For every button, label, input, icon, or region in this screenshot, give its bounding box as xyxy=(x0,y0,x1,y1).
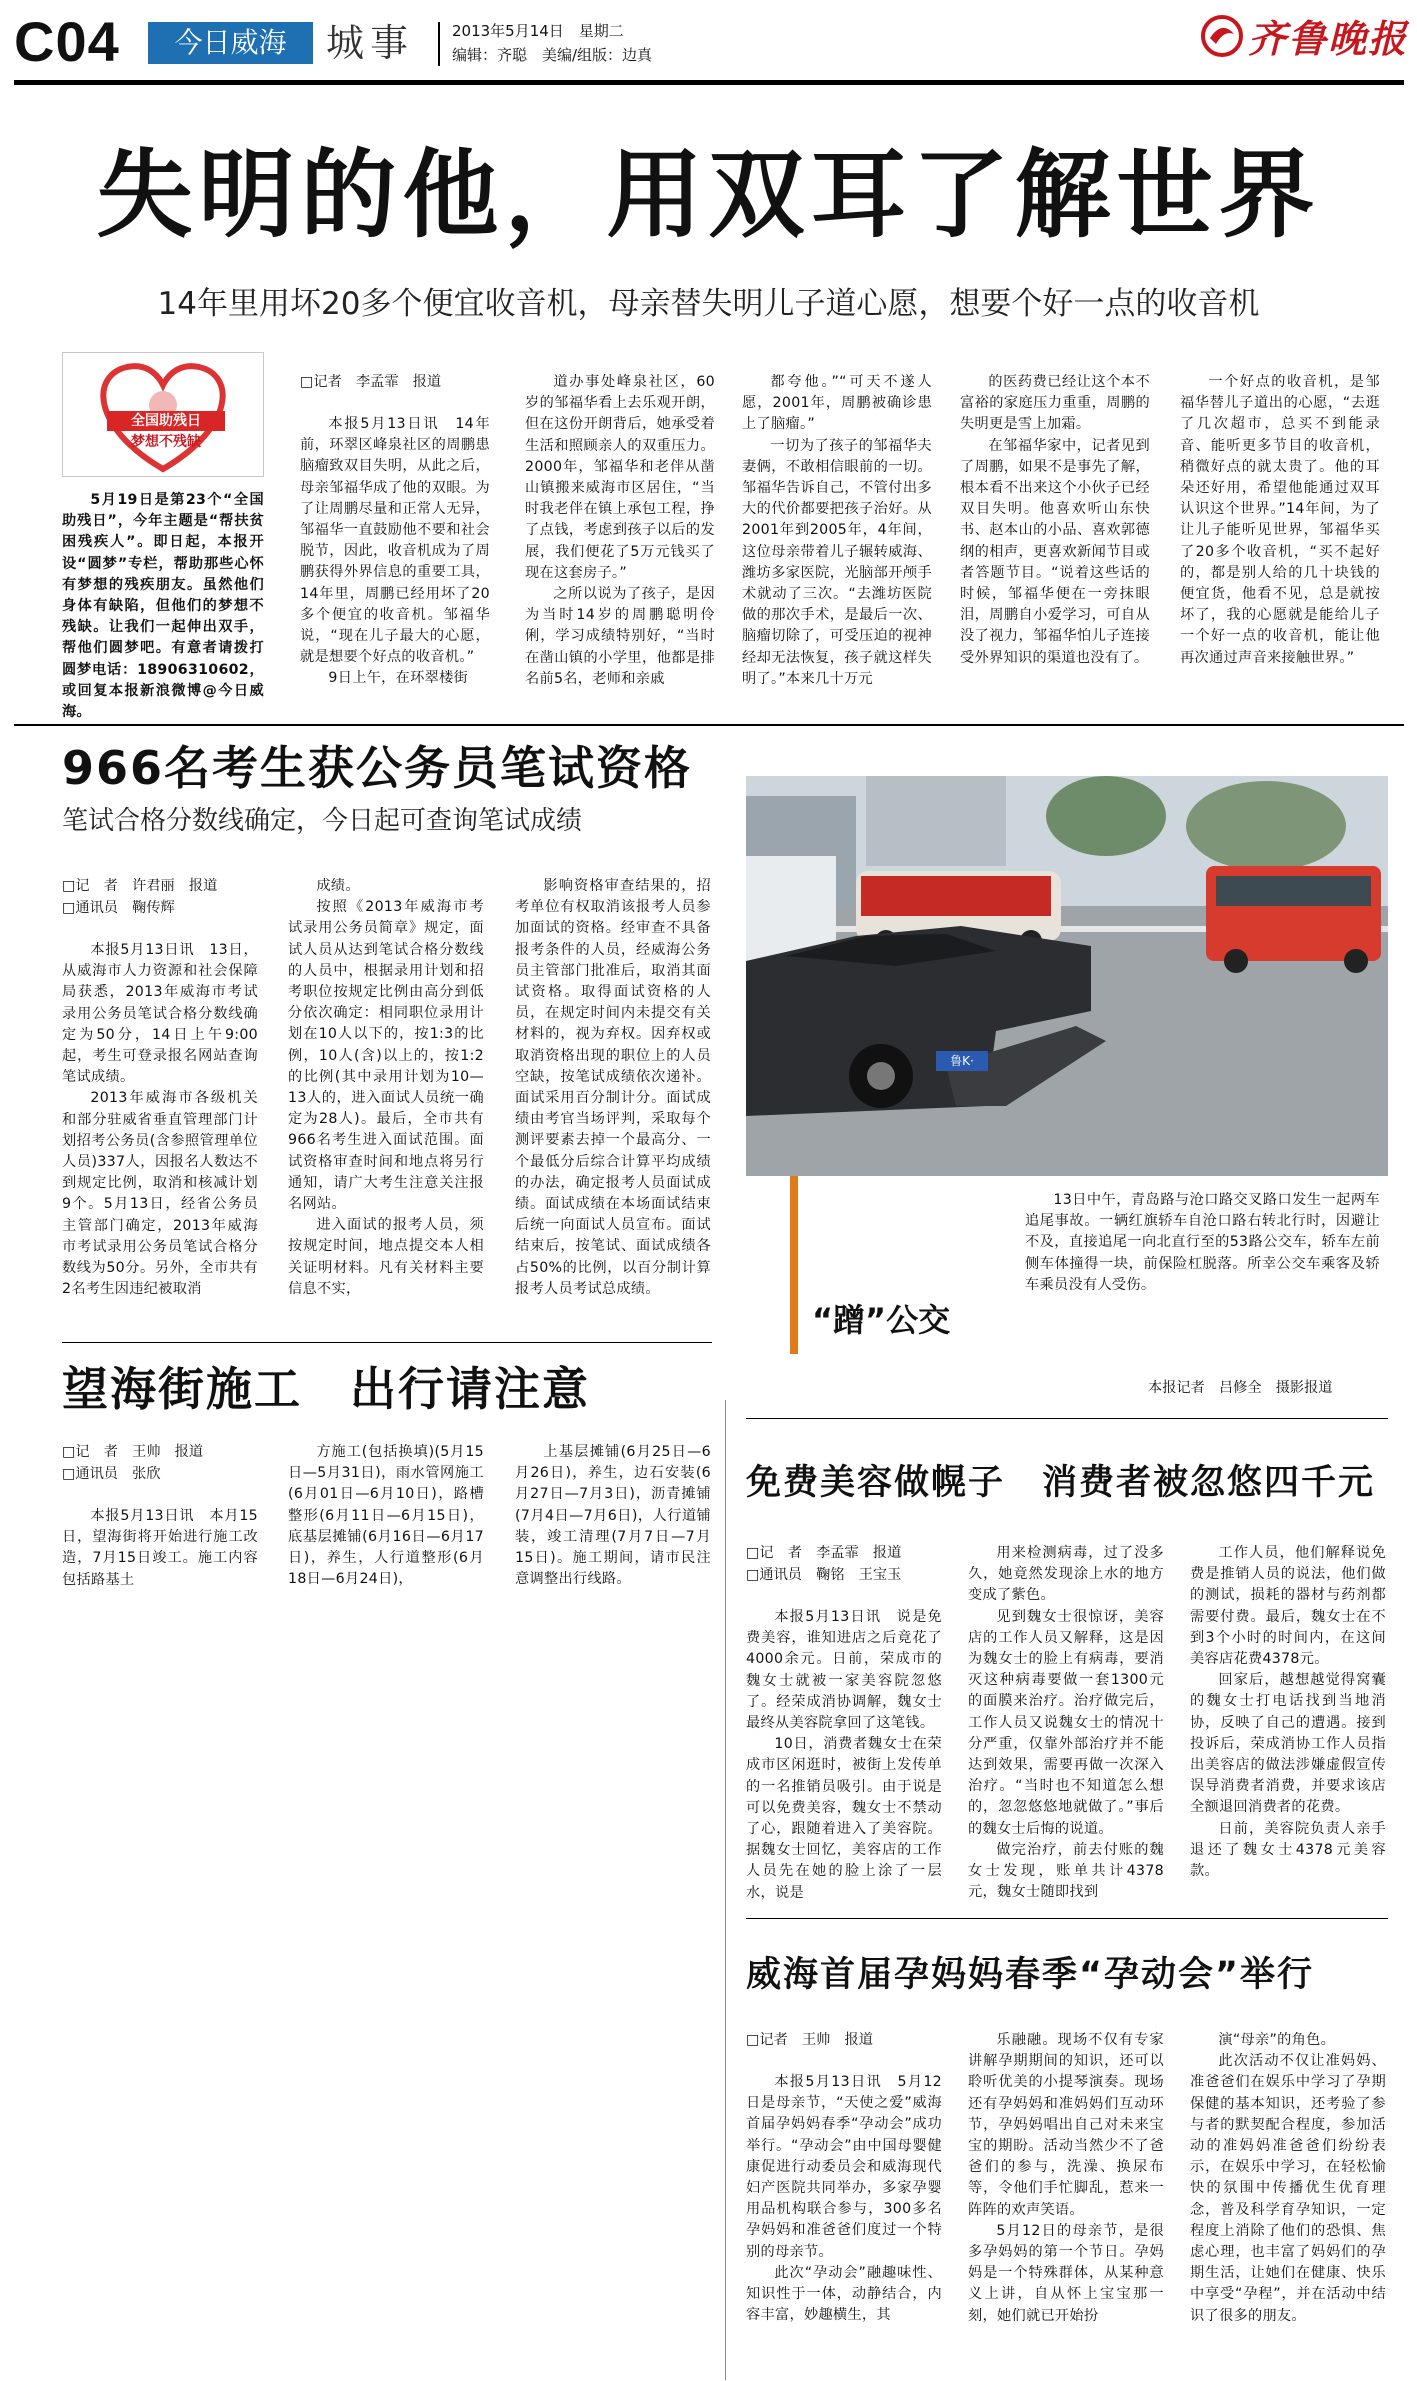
paragraph: 本报5月13日讯 14年前，环翠区峰泉社区的周鹏患脑瘤致双目失明，从此之后，母亲邹福华成了他的双眼。为了让周鹏尽量和正常人无异，邹福华一直鼓励他不要和社会脱节，因此，收音机成为了周鹏获得外界信息的重要工具，14年里，周鹏已经用坏了20多个便宜的收音机。邹福华说，“现在儿子最大的心愿，就是想要个好点的收音机。” xyxy=(300,416,490,666)
paragraph: 用来检测病毒，过了没多久，她竟然发现涂上水的地方变成了紫色。 xyxy=(968,1545,1164,1604)
paragraph: 回家后，越想越觉得窝囊的魏女士打电话找到当地消协，反映了自己的遭遇。接到投诉后，荣成消协工作人员指出美容店的做法涉嫌虚假宣传误导消费者消费，并要求该店全额退回消费者的花费。 xyxy=(1190,1672,1386,1816)
paragraph: 本报5月13日讯 说是免费美容，谁知进店之后竟花了4000余元。日前，荣成市的魏女士就被一家美容院忽悠了。经荣成消协调解，魏女士最终从美容院拿回了这笔钱。 xyxy=(746,1609,942,1732)
campaign-logo-title: 全国助残日 xyxy=(107,411,225,431)
lead-col-3 xyxy=(525,372,715,717)
photo-caption: 13日中午，青岛路与沧口路交叉路口发生一起两车追尾事故。一辆红旗轿车自沧口路右转北行时，因避让不及，直接追尾一向北直行至的53路公交车，轿车左前侧车体撞得一块，前保险杠脱落。所幸公交车乘客及轿车乘员没有人受伤。 xyxy=(1025,1192,1380,1293)
issue-date: 2013年5月14日 星期二 xyxy=(452,22,624,40)
page-number: C04 xyxy=(14,10,120,73)
beauty-bottom-rule xyxy=(746,1918,1388,1919)
photo-accent-bar xyxy=(790,1176,798,1354)
exam-headline: 966名考生获公务员笔试资格 xyxy=(62,741,693,795)
mom-col-3 xyxy=(1190,2030,1386,2372)
paragraph: 一个好点的收音机，是邹福华替儿子道出的心愿，“去逛了几次超市，总买不到能录音、能听更多节目的收音机，稍微好点的就太贵了。他的耳朵还好用，希望他能通过双耳认识这个世界。”14年间，为了让儿子能听见世界，邹福华买了20多个收音机，“买不起好的，都是别人给的几十块钱的便宜货，他看不见，总是就按坏了，我的心愿就是能给儿子一个好一点的收音机，能让他再次通过声音来接触世界。” xyxy=(1180,374,1380,666)
beauty-byline-reporter: □记 者 李孟霏 报道 xyxy=(746,1545,902,1561)
lead-subheadline: 14年里用坏20多个便宜收音机，母亲替失明儿子道心愿，想要个好一点的收音机 xyxy=(157,286,1260,322)
paragraph: 道办事处峰泉社区，60岁的邹福华看上去乐观开朗，但在这份开朗背后，她承受着生活和照顾亲人的双重压力。2000年，邹福华和老伴从凿山镇搬来威海市区居住，“当时我老伴在镇上承包工程，挣了点钱，考虑到孩子以后的发展，我们便花了5万元钱买了现在这套房子。” xyxy=(525,374,715,581)
beauty-col-2 xyxy=(968,1543,1164,1907)
photo-tag: “蹭”公交 xyxy=(812,1301,951,1339)
masthead-logo xyxy=(1200,8,1408,63)
paragraph: 本报5月13日讯 13日，从威海市人力资源和社会保障局获悉，2013年威海市考试录用公务员笔试合格分数线确定为50分，14日上午9:00起，考生可登录报名网站查询笔试成绩。 xyxy=(62,942,258,1086)
mom-headline: 威海首届孕妈妈春季“孕动会”举行 xyxy=(746,1955,1315,1995)
beauty-col-3 xyxy=(1190,1543,1386,1907)
category-label: 城事 xyxy=(326,21,415,65)
license-plate-text: 鲁K· xyxy=(950,1054,974,1068)
mom-col-1 xyxy=(746,2072,942,2372)
paragraph: 本报5月13日讯 5月12日是母亲节，“天使之爱”威海首届孕妈妈春季“孕动会”成功举行。“孕动会”由中国母婴健康促进行动委员会和威海现代妇产医院共同举办，多家孕婴用品机构联合参与，300多名孕妈妈和准爸爸们度过一个特别的母亲节。 xyxy=(746,2074,942,2260)
beauty-byline-correspondent: □通讯员 鞠铭 王宝玉 xyxy=(746,1567,902,1583)
lead-col-4 xyxy=(742,372,932,717)
header-divider xyxy=(438,22,440,66)
section-badge: 今日威海 xyxy=(148,22,313,64)
paragraph: 10日，消费者魏女士在荣成市区闲逛时，被街上发传单的一名推销员吸引。由于说是可以免费美容，魏女士不禁动了心，跟随着进入了美容院。据魏女士回忆，美容店的工作人员先在她的脸上涂了一层水，说是 xyxy=(746,1736,942,1901)
news-photo xyxy=(746,776,1388,1176)
paragraph: 一切为了孩子的邹福华夫妻俩，不敢相信眼前的一切。邹福华告诉自己，不管付出多大的代价都要把孩子治好。从2001年到2005年，4年间，这位母亲带着儿子辗转威海、潍坊多家医院，光脑部开颅手术就动了三次。“去潍坊医院做的那次手术，是最后一次、脑瘤切除了，可受压迫的视神经却无法恢复，孩子就这样失明了。”本来几十万元 xyxy=(742,437,932,687)
paragraph: 做完治疗，前去付账的魏女士发现，账单共计4378元，魏女士随即找到 xyxy=(968,1841,1164,1901)
road-col-2 xyxy=(288,1442,484,1588)
paragraph: 演“母亲”的角色。 xyxy=(1218,2032,1336,2048)
paragraph: 成绩。 xyxy=(316,878,360,894)
photo-bottom-rule xyxy=(746,1418,1388,1419)
paragraph: 的医药费已经让这个本不富裕的家庭压力重重，周鹏的失明更是雪上加霜。 xyxy=(960,374,1150,433)
exam-bottom-rule xyxy=(62,1342,712,1343)
beauty-col-1 xyxy=(746,1607,942,1907)
lead-col-2 xyxy=(300,414,490,717)
column-separator xyxy=(725,1400,726,2380)
road-byline-reporter: □记 者 王帅 报道 xyxy=(62,1444,204,1460)
paragraph: 影响资格审查结果的，招考单位有权取消该报考人员参加面试的资格。经审查不具备报考条件的人员，经威海公务员主管部门批准后，取消其面试资格。取得面试资格的人员，在规定时间内未提交有关材料的，视为弃权。因弃权或取消资格出现的职位上的人员空缺，按笔试成绩依次递补。面试采用百分制计分。面试成绩由考官当场评判，采取每个测评要素去掉一个最高分、一个最低分后综合计算平均成绩的办法，确定报考人员面试成绩。面试成绩在本场面试结束后统一向面试人员宣布。面试结束后，按笔试、面试成绩各占50%的比例，以百分制计算报考人员考试总成绩。 xyxy=(515,878,711,1297)
paragraph: 见到魏女士很惊讶，美容店的工作人员又解释，这是因为魏女士的脸上有病毒，要消灭这种病毒要做一套1300元的面膜来治疗。治疗做完后，工作人员又说魏女士的情况十分严重，仅靠外部治疗并不能达到效果，需要再做一次深入治疗。“当时也不知道怎么想的，忽忽悠悠地就做了。”事后的魏女士后悔的说道。 xyxy=(968,1608,1164,1837)
campaign-logo xyxy=(62,352,264,477)
exam-col-1 xyxy=(62,940,258,1330)
campaign-logo-slogan: 梦想不残缺 xyxy=(131,434,201,450)
road-headline: 望海街施工 出行请注意 xyxy=(62,1362,590,1416)
lead-col-6 xyxy=(1180,372,1380,717)
paragraph: 2013年威海市各级机关和部分驻威省垂直管理部门计划招考公务员(含参照管理单位人员)337人，因报名人数达不到规定比例，取消和核减计划9个。5月13日，经省公务员主管部门确定，2013年威海市考试录用公务员笔试合格分数线为50分。另外，全市共有2名考生因违纪被取消 xyxy=(62,1090,258,1298)
paper-name: 齐鲁晚报 xyxy=(1248,16,1409,61)
beauty-headline: 免费美容做幌子 消费者被忽悠四千元 xyxy=(746,1463,1376,1503)
header-rule xyxy=(14,80,1404,85)
mom-byline: □记者 王帅 报道 xyxy=(746,2032,873,2048)
road-col-3 xyxy=(515,1442,711,1588)
exam-subheadline: 笔试合格分数线确定，今日起可查询笔试成绩 xyxy=(62,806,583,836)
car-accident-photo-icon xyxy=(746,776,1388,1176)
paragraph: 都夸他。”“可天不遂人愿，2001年，周鹏被确诊患上了脑瘤。” xyxy=(742,374,932,433)
paragraph: 之所以说为了孩子，是因为当时14岁的周鹏聪明伶俐，学习成绩特别好，“当时在凿山镇的小学里，他都是排名前5名，老师和亲戚 xyxy=(525,586,715,687)
paragraph: 按照《2013年威海市考试录用公务员简章》规定，面试人员从达到笔试合格分数线的人员中，根据录用计划和招考职位按规定比例由高分到低分依次确定：相同职位录用计划在10人以下的，按1:3的比例，10人(含)以上的，按1:2的比例(其中录用计划为10—13人的，进入面试人员统一确定为28人)。最后，全市共有966名考生进入面试范围。面试资格审查时间和地点将另行通知，请广大考生注意关注报名网站。 xyxy=(288,899,484,1213)
paragraph: 5月12日的母亲节，是很多孕妈妈的第一个节日。孕妈妈是一个特殊群体，从某种意义上讲，自从怀上宝宝那一刻，她们就已开始扮 xyxy=(968,2222,1164,2324)
road-byline-correspondent: □通讯员 张欣 xyxy=(62,1466,161,1482)
exam-byline-reporter: □记 者 许君丽 报道 xyxy=(62,878,218,894)
lead-headline: 失明的他，用双耳了解世界 xyxy=(96,139,1321,251)
issue-editors: 编辑：齐聪 美编/组版：边真 xyxy=(452,46,653,64)
paragraph: 进入面试的报考人员，须按规定时间，地点提交本人相关证明材料。凡有关材料主要信息不实， xyxy=(288,1217,484,1297)
paragraph: 9日上午，在环翠楼街 xyxy=(328,670,469,687)
paragraph: 上基层摊铺(6月25日—6月26日)，养生，边石安装(6月27日—7月3日)，沥青摊铺(7月4日—7月6日)，人行道铺装，竣工清理(7月7日—7月15日)。施工期间，请市民注意调整出行线路。 xyxy=(515,1444,711,1588)
masthead-emblem-icon xyxy=(1200,14,1244,58)
exam-byline-correspondent: □通讯员 鞠传辉 xyxy=(62,900,175,916)
paragraph: 方施工(包括换填)(5月15日—5月31日)，雨水管网施工(6月01日—6月10日)，路槽整形(6月11日—6月15日)，底基层摊铺(6月16日—6月17日)，养生，人行道整形(6月18日—6月24日)， xyxy=(288,1444,484,1588)
mom-col-2 xyxy=(968,2030,1164,2372)
road-col-1 xyxy=(62,1506,258,1588)
exam-col-2 xyxy=(288,876,484,1330)
paragraph: 工作人员，他们解释说免费是推销人员的说法，他们做的测试，损耗的器材与药剂都需要付费。最后，魏女士在不到3个小时的时间内，在这间美容店花费4378元。 xyxy=(1190,1545,1386,1668)
paragraph: 本报5月13日讯 本月15日，望海街将开始进行施工改造，7月15日竣工。施工内容包括路基土 xyxy=(62,1508,258,1588)
paragraph: 此次“孕动会”融趣味性、知识性于一体，动静结合，内容丰富，妙趣横生，其 xyxy=(746,2264,942,2324)
exam-col-3 xyxy=(515,876,711,1330)
paragraph: 乐融融。现场不仅有专家讲解孕期期间的知识，还可以聆听优美的小提琴演奏。现场还有孕妈妈和准妈妈们互动环节，孕妈妈唱出自己对未来宝宝的期盼。活动当然少不了爸爸们的参与，洗澡、换尿布等，令他们手忙脚乱，惹来一阵阵的欢声笑语。 xyxy=(968,2032,1164,2218)
photo-credit: 本报记者 吕修全 摄影报道 xyxy=(1148,1380,1333,1396)
lead-intro: 5月19日是第23个“全国助残日”，今年主题是“帮扶贫困残疾人”。即日起，本报开设“圆梦”专栏，帮助那些心怀有梦想的残疾朋友。虽然他们身体有缺陷，但他们的梦想不残缺。让我们一起伸出双手，帮他们圆梦吧。有意者请拨打圆梦电话：18906310602，或回复本报新浪微博@今日威海。 xyxy=(62,492,264,721)
paragraph: 日前，美容院负责人亲手退还了魏女士4378元美容款。 xyxy=(1190,1820,1386,1880)
lead-col-5 xyxy=(960,372,1150,717)
lead-bottom-rule xyxy=(14,724,1404,726)
paragraph: 此次活动不仅让准妈妈、准爸爸们在娱乐中学习了孕期保健的基本知识，还考验了参与者的默契配合程度，参加活动的准妈妈准爸爸们纷纷表示，在娱乐中学习，在轻松愉快的氛围中传播优生优育理念，普及科学育孕知识，一定程度上消除了他们的恐惧、焦虑心理，也丰富了妈妈们的孕期生活，让她们在健康、快乐中享受“孕程”，并在活动中结识了很多的朋友。 xyxy=(1190,2053,1386,2324)
lead-byline: □记者 李孟霏 报道 xyxy=(300,374,442,390)
paragraph: 在邹福华家中，记者见到了周鹏，如果不是事先了解，根本看不出来这个小伙子已经双目失明。他喜欢听山东快书、赵本山的小品、喜欢郭德纲的相声，更喜欢新闻节目或者答题节目。“说着这些话的时候，邹福华便在一旁抹眼泪，周鹏自小爱学习，可自从没了视力，邹福华怕儿子连接受外界知识的渠道也没有了。 xyxy=(960,437,1150,666)
